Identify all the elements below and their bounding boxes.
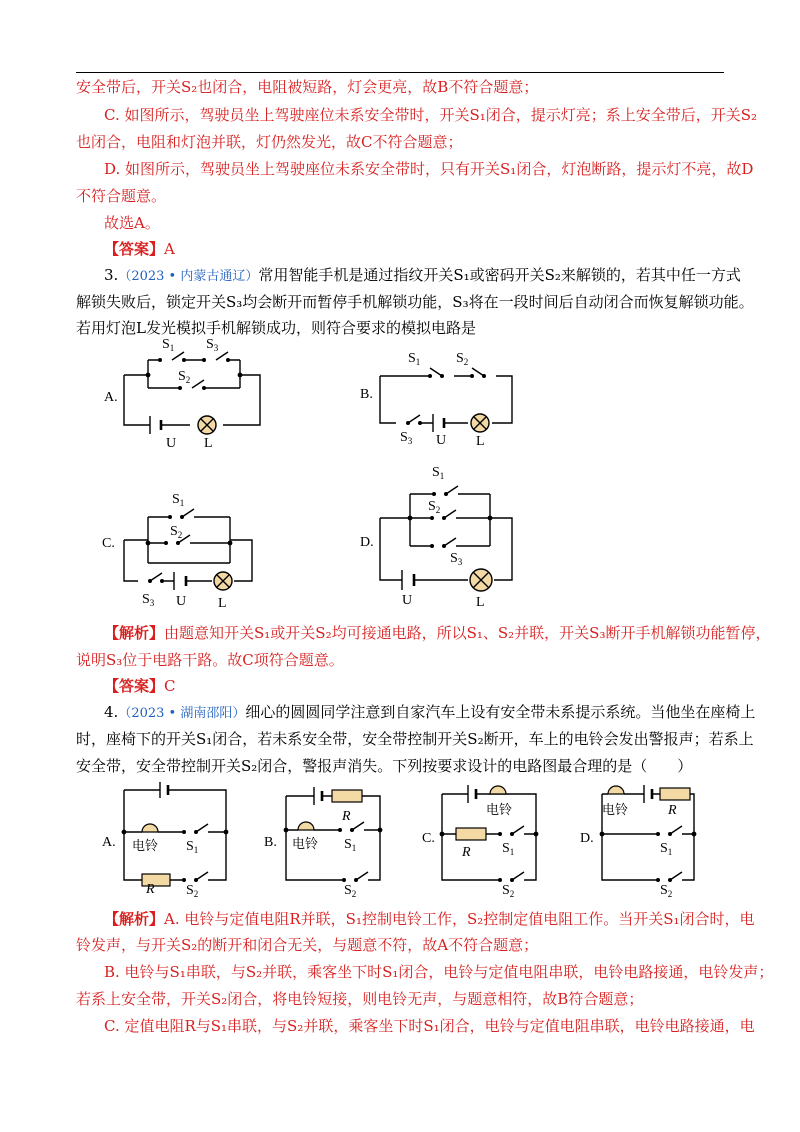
switch-label: $S_2$ xyxy=(502,883,515,899)
text-line: 安全带后，开关S₂也闭合，电阻被短路，灯会更亮，故B不符合题意； xyxy=(76,78,539,96)
question-4-line-1 xyxy=(104,701,754,725)
option-label: A. xyxy=(104,390,118,405)
lamp-label: L xyxy=(204,436,213,451)
analysis-text: 铃发声，与开关S₂的断开和闭合无关，与题意不符，故A不符合题意； xyxy=(76,936,539,954)
resistor-label: R xyxy=(462,845,471,860)
option-label: A. xyxy=(102,835,116,850)
text-line: 也闭合，电阻和灯泡并联，灯仍然发光，故C不符合题意； xyxy=(76,133,463,151)
text-line: 不符合题意。 xyxy=(76,187,167,205)
switch-label: $S_2$ xyxy=(178,369,191,385)
question-text: 若用灯泡L发光模拟手机解锁成功，则符合要求的模拟电路是 xyxy=(76,319,476,337)
resistor-label: R xyxy=(342,809,351,824)
battery-label: U xyxy=(176,594,187,609)
switch-label: $S_2$ xyxy=(186,883,199,899)
switch-label: $S_3$ xyxy=(142,592,155,608)
circuit-diagram-4a xyxy=(102,780,242,899)
switch-label: $S_3$ xyxy=(400,430,413,446)
battery-label: U xyxy=(436,433,447,448)
bell-label: 电铃 xyxy=(132,839,159,854)
text-line: 故选A。 xyxy=(104,214,160,232)
bell-label: 电铃 xyxy=(602,803,629,818)
option-label: C. xyxy=(422,831,435,846)
option-label: B. xyxy=(360,387,373,402)
switch-label: $S_1$ xyxy=(660,841,673,857)
analysis-text: A. 电铃与定值电阻R并联，S₁控制电铃工作，S₂控制定值电阻工作。当开关S₁闭合时，电 xyxy=(164,910,755,928)
analysis-text: 说明S₃位于电路干路。故C项符合题意。 xyxy=(76,651,344,669)
question-source: （2023 • 湖南邵阳） xyxy=(118,706,246,721)
question-number: 3. xyxy=(104,266,119,284)
answer-tag: 【答案】 xyxy=(104,240,165,258)
analysis-tag: 【解析】 xyxy=(104,624,165,642)
answer-line xyxy=(104,238,754,260)
switch-label: $S_3$ xyxy=(206,337,219,353)
switch-label: $S_1$ xyxy=(162,337,175,353)
switch-label: $S_1$ xyxy=(432,465,445,481)
option-label: B. xyxy=(264,835,277,850)
circuit-diagram-4d xyxy=(580,780,720,899)
analysis-tag: 【解析】 xyxy=(104,910,165,928)
answer-line xyxy=(104,675,754,697)
battery-label: U xyxy=(402,593,413,608)
analysis-line xyxy=(104,908,754,930)
analysis-text: 若系上安全带，开关S₂闭合，将电铃短接，则电铃无声，与题意相符，故B符合题意； xyxy=(76,990,644,1008)
switch-label: $S_1$ xyxy=(172,492,185,508)
bell-label: 电铃 xyxy=(486,803,513,818)
switch-label: $S_2$ xyxy=(170,524,183,540)
option-label: D. xyxy=(360,535,374,550)
header-rule xyxy=(76,72,724,73)
question-source: （2023 • 内蒙古通辽） xyxy=(118,269,259,284)
switch-label: $S_3$ xyxy=(450,551,463,567)
question-number: 4. xyxy=(104,703,119,721)
circuit-diagram-4c xyxy=(422,780,562,899)
battery-label: U xyxy=(166,436,177,451)
analysis-line xyxy=(104,622,771,644)
text-line: C. 如图所示，驾驶员坐上驾驶座位未系安全带时，开关S₁闭合，提示灯亮；系上安全带后，开关S₂ xyxy=(104,106,758,124)
lamp-label: L xyxy=(476,434,485,449)
question-text: 时，座椅下的开关S₁闭合，若未系安全带，安全带控制开关S₂断开，车上的电铃会发出警报声；若系上 xyxy=(76,730,754,748)
question-text: 细心的圆圆同学注意到自家汽车上设有安全带未系提示系统。当他坐在座椅上 xyxy=(245,703,756,721)
circuit-diagram-c xyxy=(100,485,280,615)
answer-value: C xyxy=(164,677,176,695)
question-text: 解锁失败后，锁定开关S₃均会断开而暂停手机解锁功能，S₃将在一段时间后自动闭合而恢复解锁功能。 xyxy=(76,293,754,311)
text-line: D. 如图所示，驾驶员坐上驾驶座位未系安全带时，只有开关S₁闭合，灯泡断路，提示灯不亮，故D xyxy=(104,160,754,178)
circuit-diagram-4b xyxy=(262,780,402,899)
question-text: 常用智能手机是通过指纹开关S₁或密码开关S₂来解锁的，若其中任一方式 xyxy=(258,266,741,284)
circuit-diagram-d xyxy=(358,458,538,608)
switch-label: $S_1$ xyxy=(344,837,357,853)
analysis-text: 由题意知开关S₁或开关S₂均可接通电路，所以S₁、S₂并联，开关S₃断开手机解锁功能暂停， xyxy=(164,624,771,642)
circuit-diagram-b xyxy=(358,338,538,458)
switch-label: $S_1$ xyxy=(408,351,421,367)
switch-label: $S_2$ xyxy=(344,883,357,899)
circuit-diagram-a xyxy=(100,330,280,450)
answer-tag: 【答案】 xyxy=(104,677,165,695)
question-3-line-1 xyxy=(104,264,754,288)
resistor-label: R xyxy=(146,882,155,897)
switch-label: $S_2$ xyxy=(660,883,673,899)
analysis-text: B. 电铃与S₁串联，与S₂并联，乘客坐下时S₁闭合，电铃与定值电阻串联，电铃电路接通，电铃发声； xyxy=(104,963,774,981)
switch-label: $S_1$ xyxy=(186,839,199,855)
resistor-label: R xyxy=(668,803,677,818)
answer-value: A xyxy=(164,240,175,258)
option-label: C. xyxy=(102,536,115,551)
option-label: D. xyxy=(580,831,594,846)
switch-label: $S_1$ xyxy=(502,841,515,857)
switch-label: $S_2$ xyxy=(456,351,469,367)
bell-label: 电铃 xyxy=(292,837,319,852)
switch-label: $S_2$ xyxy=(428,499,441,515)
question-text: 安全带，安全带控制开关S₂闭合，警报声消失。下列按要求设计的电路图最合理的是（ ） xyxy=(76,757,693,775)
lamp-label: L xyxy=(218,596,227,611)
analysis-text: C. 定值电阻R与S₁串联，与S₂并联，乘客坐下时S₁闭合，电铃与定值电阻串联，电铃电路接通，电 xyxy=(104,1017,755,1035)
lamp-label: L xyxy=(476,595,485,610)
